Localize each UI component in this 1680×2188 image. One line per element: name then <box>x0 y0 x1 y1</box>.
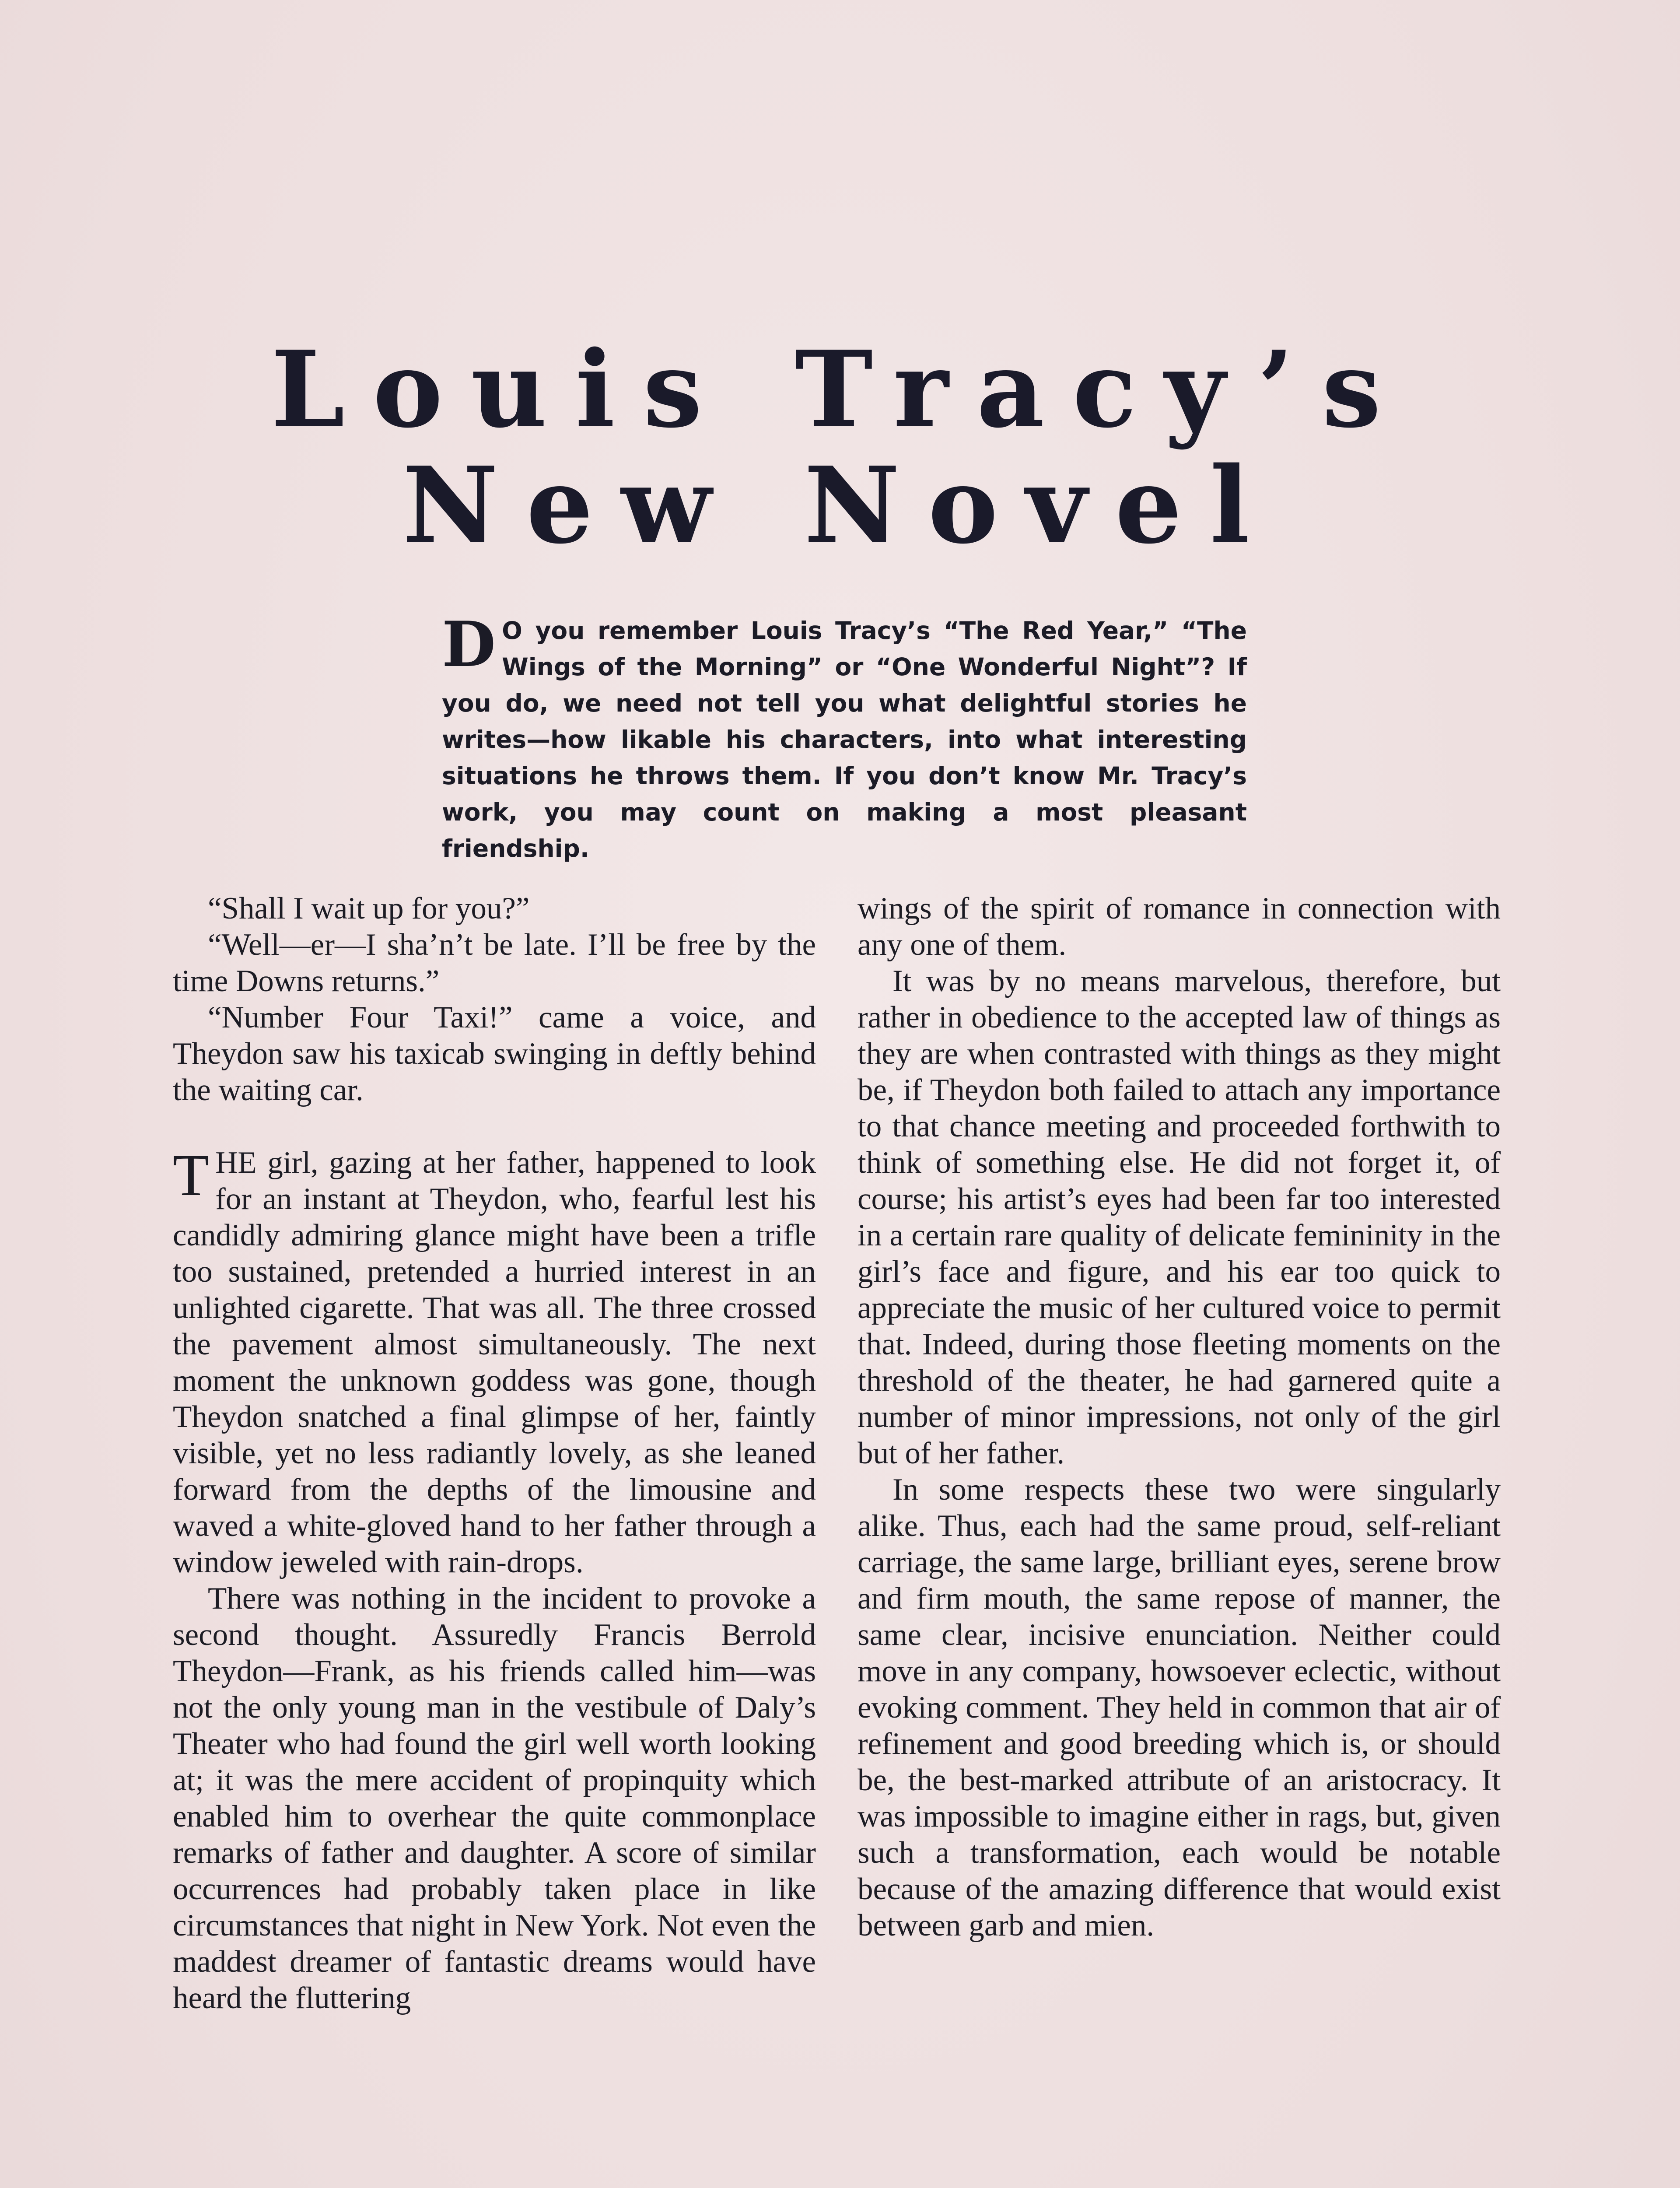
intro-blurb <box>442 608 1247 867</box>
paragraph: “Well—er—I sha’n’t be late. I’ll be free by the time Downs returns.” <box>173 928 816 998</box>
paragraph-with-drop-cap <box>173 1145 816 1581</box>
paragraph: wings of the spirit of romance in connection with any one of them. <box>858 891 1501 962</box>
paragraph: In some respects these two were singularly alike. Thus, each had the same proud, self-reliant carriage, the same large, brilliant eyes, serene brow and firm mouth, the same repose of manner, the same clear, incisive enunciation. Neither could move in any company, howsoever eclectic, without evoking comment. They held in common that air of refinement and good breeding which is, or should be, the best-marked attribute of an aristocracy. It was impossible to imagine either in rags, but, given such a transformation, each would be notable because of the amazing difference that would exist between garb and mien. <box>858 1473 1501 1943</box>
paragraph-text: HE girl, gazing at her father, happened to look for an instant at Theydon, who, fearful lest his candidly admiring glance might have been a trifle too sustained, pretended a hurried interest in an unlighted cigarette. That was all. The three crossed the pavement almost simultaneously. The next moment the unknown goddess was gone, though Theydon snatched a final glimpse of her, faintly visible, yet no less radiantly lovely, as she leaned forward from the depths of the limousine and waved a white-gloved hand to her father through a window jeweled with rain-drops. <box>173 1146 816 1579</box>
drop-cap: T <box>173 1143 210 1208</box>
intro-drop-cap: D <box>442 608 496 681</box>
article-title-line-2: New Novel <box>402 444 1278 567</box>
paragraph: “Shall I wait up for you?” <box>208 891 530 926</box>
paragraph: There was nothing in the incident to provoke a second thought. Assuredly Francis Berrold Theydon—Frank, as his friends called him—was not the only young man in the vestibule of Daly’s Theater who had found the girl well worth looking at; it was the mere accident of propinquity which enabled him to overhear the quite commonplace remarks of father and daughter. A score of similar occurrences had probably taken place in like circumstances that night in New York. Not even the maddest dreamer of fantastic dreams would have heard the fluttering <box>173 1581 816 2015</box>
article-title-line-1: Louis Tracy’s <box>271 328 1409 451</box>
left-column <box>173 891 816 2016</box>
paragraph: It was by no means marvelous, therefore, but rather in obedience to the accepted law of things as they are when contrasted with things as they might be, if Theydon both failed to attach any importance to that chance meeting and proceeded forthwith to think of something else. He did not forget it, of course; his artist’s eyes had been far too interested in a certain rare quality of delicate femininity in the girl’s face and figure, and his ear too quick to appreciate the music of her cultured voice to permit that. Indeed, during those fleeting moments on the threshold of the theater, he had garnered quite a number of minor impressions, not only of the girl but of her father. <box>858 964 1501 1470</box>
paragraph: “Number Four Taxi!” came a voice, and Theydon saw his taxicab swinging in deftly behind the waiting car. <box>173 1000 816 1107</box>
right-column <box>858 891 1501 1944</box>
intro-text: O you remember Louis Tracy’s “The Red Year,” “The Wings of the Morning” or “One Wonderful Night”? If you do, we need not tell you what delightful stories he writes—how likable his characters, into what interesting situations he throws them. If you don’t know Mr. Tracy’s work, you may count on making a most pleasant friendship. <box>442 617 1247 863</box>
